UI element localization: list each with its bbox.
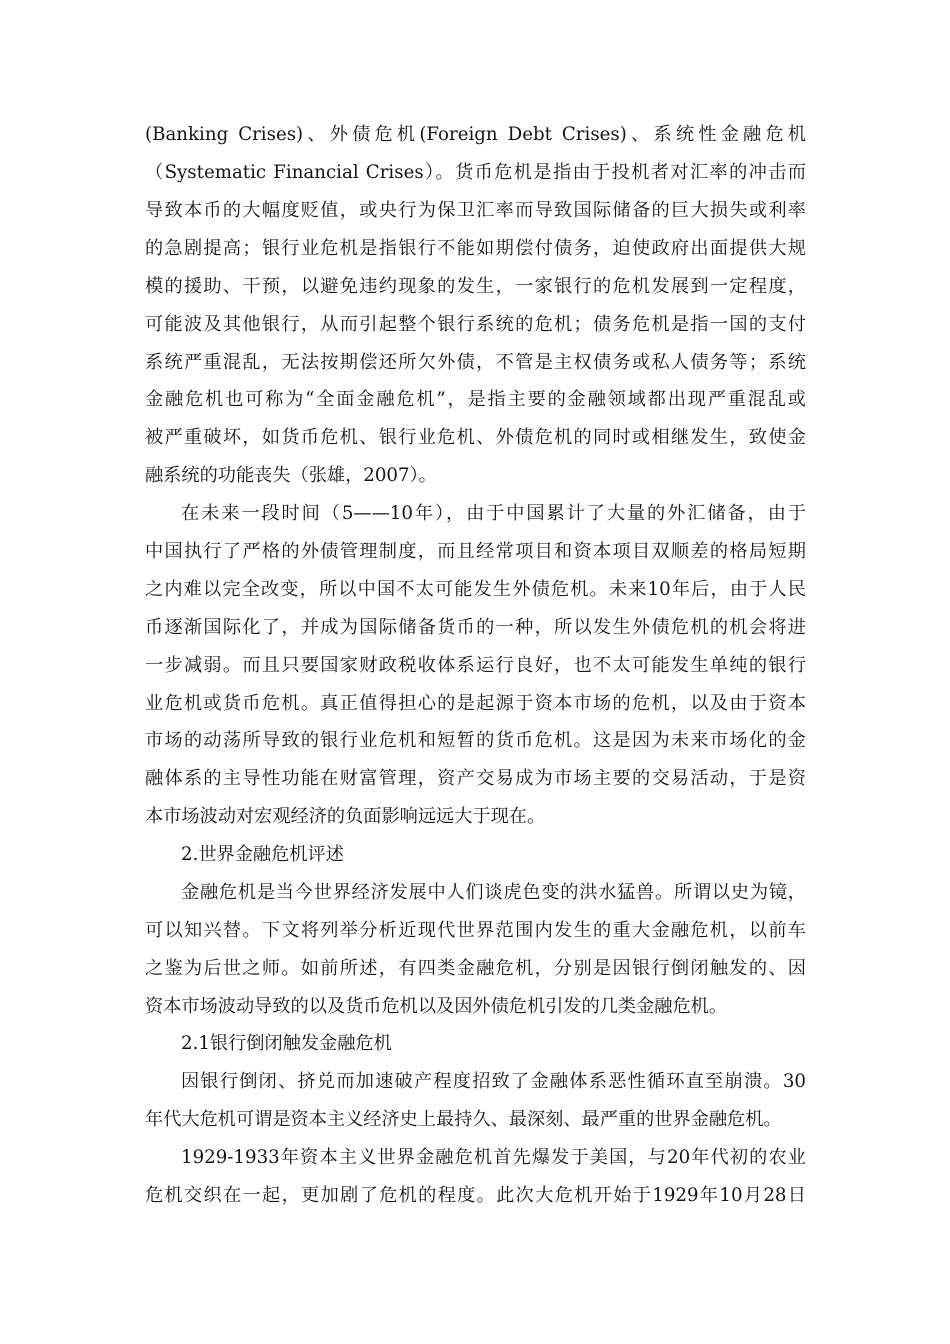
paragraph-line: 市场的动荡所导致的银行业危机和短暂的货币危机。这是因为未来市场化的金	[145, 730, 806, 751]
paragraph-line: 危机交织在一起，更加剧了危机的程度。此次大危机开始于1929年10月28日	[145, 1185, 806, 1206]
paragraph-first-line: 1929-1933年资本主义世界金融危机首先爆发于美国，与20年代初的农业	[181, 1147, 806, 1168]
paragraph-line: 可能波及其他银行，从而引起整个银行系统的危机；债务危机是指一国的支付	[145, 314, 806, 335]
paragraph-first-line: 在未来一段时间（5——10年），由于中国累计了大量的外汇储备，由于	[181, 503, 806, 524]
paragraph-line: 本市场波动对宏观经济的负面影响远远大于现在。	[145, 806, 546, 827]
paragraph-line: (Banking Crises)、外债危机(Foreign Debt Crises)、系统性金融危机	[145, 124, 806, 145]
paragraph-line: 中国执行了严格的外债管理制度，而且经常项目和资本项目双顺差的格局短期	[145, 541, 806, 562]
section-heading: 2.世界金融危机评述	[181, 844, 344, 865]
paragraph-line: 的急剧提高；银行业危机是指银行不能如期偿付债务，迫使政府出面提供大规	[145, 238, 806, 259]
paragraph-line: 一步减弱。而且只要国家财政税收体系运行良好，也不太可能发生单纯的银行	[145, 655, 806, 676]
paragraph-line: 系统严重混乱，无法按期偿还所欠外债，不管是主权债务或私人债务等；系统	[145, 352, 806, 373]
subsection-heading: 2.1银行倒闭触发金融危机	[181, 1033, 392, 1054]
paragraph-line: 可以知兴替。下文将列举分析近现代世界范围内发生的重大金融危机，以前车	[145, 920, 806, 941]
paragraph-line: 之内难以完全改变，所以中国不太可能发生外债危机。未来10年后，由于人民	[145, 579, 806, 600]
paragraph-line: 融系统的功能丧失（张雄，2007）。	[145, 465, 437, 486]
paragraph-line: 业危机或货币危机。真正值得担心的是起源于资本市场的危机，以及由于资本	[145, 693, 806, 714]
paragraph-line: 币逐渐国际化了，并成为国际储备货币的一种，所以发生外债危机的机会将进	[145, 617, 806, 638]
paragraph-line: 资本市场波动导致的以及货币危机以及因外债危机引发的几类金融危机。	[145, 996, 728, 1017]
paragraph-line: 导致本币的大幅度贬值，或央行为保卫汇率而导致国际储备的巨大损失或利率	[145, 200, 806, 221]
paragraph-line: 年代大危机可谓是资本主义经济史上最持久、最深刻、最严重的世界金融危机。	[145, 1109, 782, 1130]
paragraph-line: 金融危机也可称为“全面金融危机”，是指主要的金融领域都出现严重混乱或	[145, 389, 806, 410]
paragraph-line: 之鉴为后世之师。如前所述，有四类金融危机，分别是因银行倒闭触发的、因	[145, 958, 806, 979]
paragraph-first-line: 金融危机是当今世界经济发展中人们谈虎色变的洪水猛兽。所谓以史为镜，	[181, 882, 806, 903]
paragraph-line: 模的援助、干预，以避免违约现象的发生，一家银行的危机发展到一定程度，	[145, 276, 806, 297]
paragraph-line: 融体系的主导性功能在财富管理，资产交易成为市场主要的交易活动，于是资	[145, 768, 806, 789]
paragraph-line: 被严重破坏，如货币危机、银行业危机、外债危机的同时或相继发生，致使金	[145, 427, 806, 448]
paragraph-line: （Systematic Financial Crises）。货币危机是指由于投机者对汇率的冲击而	[145, 162, 806, 183]
paragraph-first-line: 因银行倒闭、挤兑而加速破产程度招致了金融体系恶性循环直至崩溃。30	[181, 1071, 806, 1092]
